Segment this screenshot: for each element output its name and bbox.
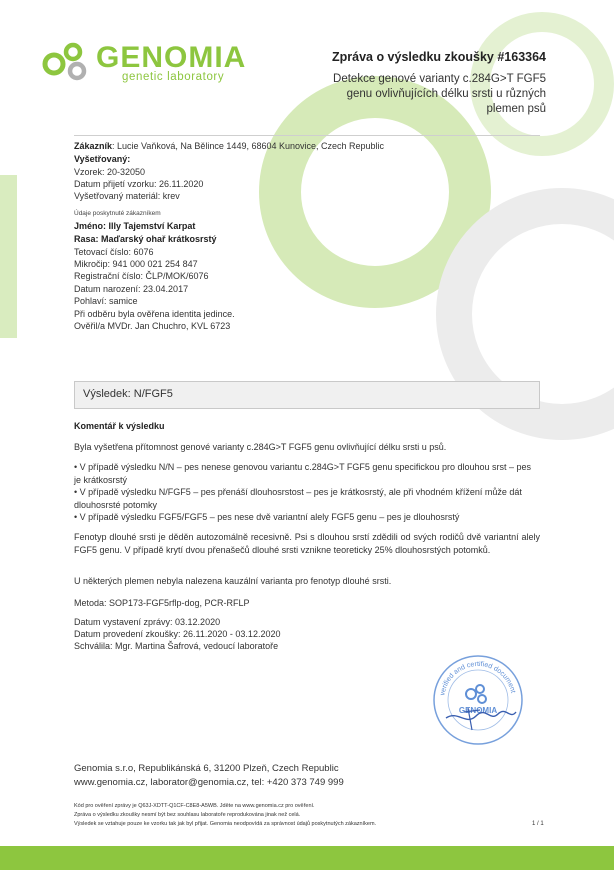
verified-by: Ověřil/a MVDr. Jan Chuchro, KVL 6723 [74, 321, 231, 331]
comment-bullet-fgf5fgf5: • V případě výsledku FGF5/FGF5 – pes nese dvě variantní alely FGF5 genu – pes je dlouhosrstý [74, 512, 460, 522]
sex: Pohlaví: samice [74, 296, 138, 306]
reproduction-note: Zpráva o výsledku zkoušky nesmí být bez souhlasu laboratoře reprodukována jinak než celá. [74, 812, 301, 818]
stamp-arc-text: verified and certified document [439, 660, 517, 697]
divider [74, 135, 540, 136]
issue-date: Datum vystavení zprávy: 03.12.2020 [74, 617, 221, 627]
method: Metoda: SOP173-FGF5rflp-dog, PCR-RFLP [74, 598, 250, 608]
sample-number: Vzorek: 20-32050 [74, 167, 146, 177]
comment-inheritance: Fenotyp dlouhé srsti je děděn autozomálně recesivně. Psi s dlouhou srstí zdědili od svých rodičů dvě variantní alely FGF5 genu. V případě krytí dvou přenašečů dlouhé srsti vznikne teoreticky 25% dlouhosrstých potomků. [74, 532, 540, 555]
microchip: Mikročip: 941 000 021 254 847 [74, 259, 198, 269]
examined-label: Vyšetřovaný: [74, 154, 131, 164]
customer-data-note: Údaje poskytnuté zákazníkem [74, 210, 161, 217]
comment-heading: Komentář k výsledku [74, 421, 165, 431]
left-green-block [0, 175, 17, 338]
company-contact: www.genomia.cz, laborator@genomia.cz, tel: +420 373 749 999 [74, 777, 344, 788]
certification-stamp [428, 650, 528, 750]
result-box [74, 381, 540, 409]
test-dates: Datum provedení zkoušky: 26.11.2020 - 03.12.2020 [74, 629, 281, 639]
verification-code: Kód pro ověření zprávy je Q63J-XDTT-Q1CF-C8E8-A5WB. Jděte na www.genomia.cz pro ověření. [74, 803, 315, 809]
bottom-green-bar [0, 846, 614, 870]
approved-by: Schválila: Mgr. Martina Šafrová, vedoucí laboratoře [74, 641, 279, 651]
dog-name: Jméno: Illy Tajemství Karpat [74, 221, 196, 231]
genomia-logo-icon [40, 40, 92, 84]
birth-date: Datum narození: 23.04.2017 [74, 284, 189, 294]
customer-label: Zákazník [74, 141, 113, 151]
comment-bullet-nn: • V případě výsledku N/N – pes nenese genovou variantu c.284G>T FGF5 genu specifickou pro dlouhou srst – pes je krátkosrstý [74, 462, 532, 485]
received-date: Datum přijetí vzorku: 26.11.2020 [74, 179, 204, 189]
stamp-brand: GENOMIA [458, 706, 498, 715]
green-ring-large [280, 97, 470, 287]
dog-breed: Rasa: Maďarský ohař krátkosrstý [74, 234, 217, 244]
comment-intro: Byla vyšetřena přítomnost genové varianty c.284G>T FGF5 genu ovlivňující délku srsti u psů. [74, 442, 447, 452]
disclaimer: Výsledek se vztahuje pouze ke vzorku tak jak byl přijat. Genomia neodpovídá za správnost údajů poskytnutých zákazníkem. [74, 821, 377, 827]
customer-value: : Lucie Vaňková, Na Bělince 1449, 68604 Kunovice, Czech Republic [112, 141, 385, 151]
page-number: 1 / 1 [532, 821, 544, 827]
identity-verified: Při odběru byla ověřena identita jedince. [74, 309, 235, 319]
comment-breeds: U některých plemen nebyla nalezena kauzální varianta pro fenotyp dlouhé srsti. [74, 576, 392, 586]
logo-name: GENOMIA [96, 41, 247, 74]
signature [446, 711, 516, 719]
examined-material: Vyšetřovaný materiál: krev [74, 191, 180, 201]
company-address: Genomia s.r.o, Republikánská 6, 31200 Plzeň, Czech Republic [74, 763, 339, 774]
comment-bullet-nfgf5: • V případě výsledku N/FGF5 – pes přenáší dlouhosrstost – pes je krátkosrstý, ale při vhodném křížení může dát dlouhosrsté potomky [74, 487, 522, 510]
customer-line [74, 141, 384, 151]
tattoo-number: Tetovací číslo: 6076 [74, 247, 154, 257]
result-text: Výsledek: N/FGF5 [83, 388, 173, 400]
report-title: Zpráva o výsledku zkoušky #163364 [331, 50, 546, 64]
registration-number: Registrační číslo: ČLP/MOK/6076 [74, 271, 209, 281]
report-subtitle: Detekce genové varianty c.284G>T FGF5 genu ovlivňujících délku srsti u různých plemen psů [333, 73, 546, 115]
logo-tagline: genetic laboratory [122, 71, 225, 83]
